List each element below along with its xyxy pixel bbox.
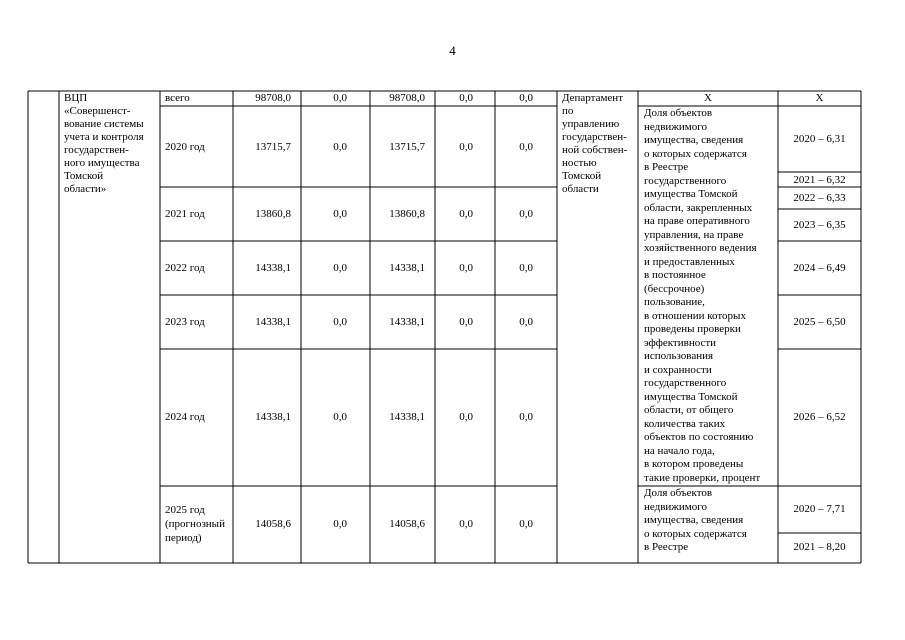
indicator-line: недвижимого xyxy=(644,120,707,133)
indicator-line: в котором проведены xyxy=(644,458,744,470)
indicator-value-header: Х xyxy=(815,92,824,104)
indicator-line: хозяйственного ведения xyxy=(644,242,757,254)
indicator-line: эффективности xyxy=(644,336,717,349)
total-cell: 14338,1 xyxy=(255,411,291,423)
regional-cell: 14338,1 xyxy=(389,316,425,328)
indicator-line: Доля объектов xyxy=(644,107,713,119)
local-cell: 0,0 xyxy=(459,518,473,530)
period-cell: 2020 год xyxy=(165,141,205,153)
federal-cell: 0,0 xyxy=(333,92,347,104)
indicator2-value-cell: 2020 – 7,71 xyxy=(793,503,846,515)
indicator-name-header: Х xyxy=(704,92,712,104)
other-cell: 0,0 xyxy=(519,141,533,153)
indicator-value-cell: 2022 – 6,33 xyxy=(793,192,846,204)
executor-line: Томской xyxy=(562,170,602,182)
executor-line: Департамент xyxy=(562,92,624,104)
executor-line: государствен- xyxy=(562,131,627,143)
federal-cell: 0,0 xyxy=(333,316,347,328)
indicator-line: имущества Томской xyxy=(644,188,738,200)
period-cell: 2023 год xyxy=(165,316,205,328)
period-cell: (прогнозный xyxy=(165,518,225,530)
page-number: 4 xyxy=(449,43,456,58)
local-cell: 0,0 xyxy=(459,141,473,153)
indicator-line: на праве оперативного xyxy=(644,215,750,227)
executor-line: управлению xyxy=(562,118,620,130)
total-cell: 13860,8 xyxy=(255,208,291,220)
period-cell: 2021 год xyxy=(165,208,205,220)
period-cell: всего xyxy=(165,92,190,104)
indicator-line: области, закрепленных xyxy=(644,201,753,214)
indicator2-line: о которых содержатся xyxy=(644,527,747,540)
indicator-line: использования xyxy=(644,350,714,362)
program-name-line: вование системы xyxy=(64,118,144,130)
indicator-line: управления, на праве xyxy=(644,228,744,241)
total-cell: 13715,7 xyxy=(255,141,291,153)
total-cell: 98708,0 xyxy=(255,92,291,104)
indicator-value-cell: 2020 – 6,31 xyxy=(793,133,846,145)
indicator2-line: в Реестре xyxy=(644,541,689,553)
period-cell: 2025 год xyxy=(165,504,205,516)
indicator-line: в отношении которых xyxy=(644,309,746,322)
indicator-value-cell: 2025 – 6,50 xyxy=(793,316,846,328)
indicator-line: о которых содержатся xyxy=(644,147,747,160)
regional-cell: 13715,7 xyxy=(389,141,425,153)
total-cell: 14058,6 xyxy=(255,518,291,530)
program-name-line: учета и контроля xyxy=(64,131,144,143)
indicator2-line: Доля объектов xyxy=(644,487,713,499)
federal-cell: 0,0 xyxy=(333,141,347,153)
indicator-line: объектов по состоянию xyxy=(644,431,754,443)
indicator-line: государственного xyxy=(644,377,727,389)
indicator-line: и сохранности xyxy=(644,363,712,376)
regional-cell: 13860,8 xyxy=(389,208,425,220)
indicator-line: (бессрочное) xyxy=(644,282,705,295)
executor-line: ностью xyxy=(562,157,597,169)
indicator2-line: имущества, сведения xyxy=(644,514,744,526)
indicator-value-cell: 2026 – 6,52 xyxy=(793,411,846,423)
indicator2-line: недвижимого xyxy=(644,500,707,513)
program-name-line: области» xyxy=(64,183,107,195)
local-cell: 0,0 xyxy=(459,411,473,423)
total-cell: 14338,1 xyxy=(255,316,291,328)
local-cell: 0,0 xyxy=(459,208,473,220)
indicator-line: такие проверки, процент xyxy=(644,471,761,484)
program-name-line: Томской xyxy=(64,170,104,182)
local-cell: 0,0 xyxy=(459,316,473,328)
program-name-line: ного имущества xyxy=(64,157,140,169)
period-cell: 2024 год xyxy=(165,411,205,423)
program-name-line: ВЦП xyxy=(64,92,88,104)
regional-cell: 14338,1 xyxy=(389,411,425,423)
indicator-line: и предоставленных xyxy=(644,255,735,268)
executor-line: ной собствен- xyxy=(562,144,628,156)
indicator-value-cell: 2023 – 6,35 xyxy=(793,219,846,231)
federal-cell: 0,0 xyxy=(333,518,347,530)
indicator-line: на начало года, xyxy=(644,444,715,457)
other-cell: 0,0 xyxy=(519,316,533,328)
federal-cell: 0,0 xyxy=(333,262,347,274)
executor-line: области xyxy=(562,183,599,195)
indicator-line: пользование, xyxy=(644,296,705,308)
federal-cell: 0,0 xyxy=(333,208,347,220)
indicator-line: имущества, сведения xyxy=(644,134,744,146)
regional-cell: 14058,6 xyxy=(389,518,425,530)
executor-line: по xyxy=(562,105,574,117)
indicator-value-cell: 2024 – 6,49 xyxy=(793,262,846,274)
program-name-line: государствен- xyxy=(64,144,129,156)
program-name-line: «Совершенст- xyxy=(64,105,131,117)
regional-cell: 14338,1 xyxy=(389,262,425,274)
other-cell: 0,0 xyxy=(519,208,533,220)
federal-cell: 0,0 xyxy=(333,411,347,423)
indicator2-value-cell: 2021 – 8,20 xyxy=(793,541,846,553)
other-cell: 0,0 xyxy=(519,262,533,274)
indicator-line: области, от общего xyxy=(644,404,734,416)
indicator-line: государственного xyxy=(644,174,727,187)
local-cell: 0,0 xyxy=(459,262,473,274)
other-cell: 0,0 xyxy=(519,92,533,104)
indicator-line: имущества Томской xyxy=(644,390,738,403)
total-cell: 14338,1 xyxy=(255,262,291,274)
indicator-line: в постоянное xyxy=(644,269,706,281)
period-cell: период) xyxy=(165,532,202,544)
regional-cell: 98708,0 xyxy=(389,92,425,104)
indicator-line: проведены проверки xyxy=(644,323,741,335)
indicator-line: в Реестре xyxy=(644,161,689,173)
other-cell: 0,0 xyxy=(519,518,533,530)
other-cell: 0,0 xyxy=(519,411,533,423)
indicator-value-cell: 2021 – 6,32 xyxy=(793,174,846,186)
indicator-line: количества таких xyxy=(644,417,726,430)
period-cell: 2022 год xyxy=(165,262,205,274)
local-cell: 0,0 xyxy=(459,92,473,104)
